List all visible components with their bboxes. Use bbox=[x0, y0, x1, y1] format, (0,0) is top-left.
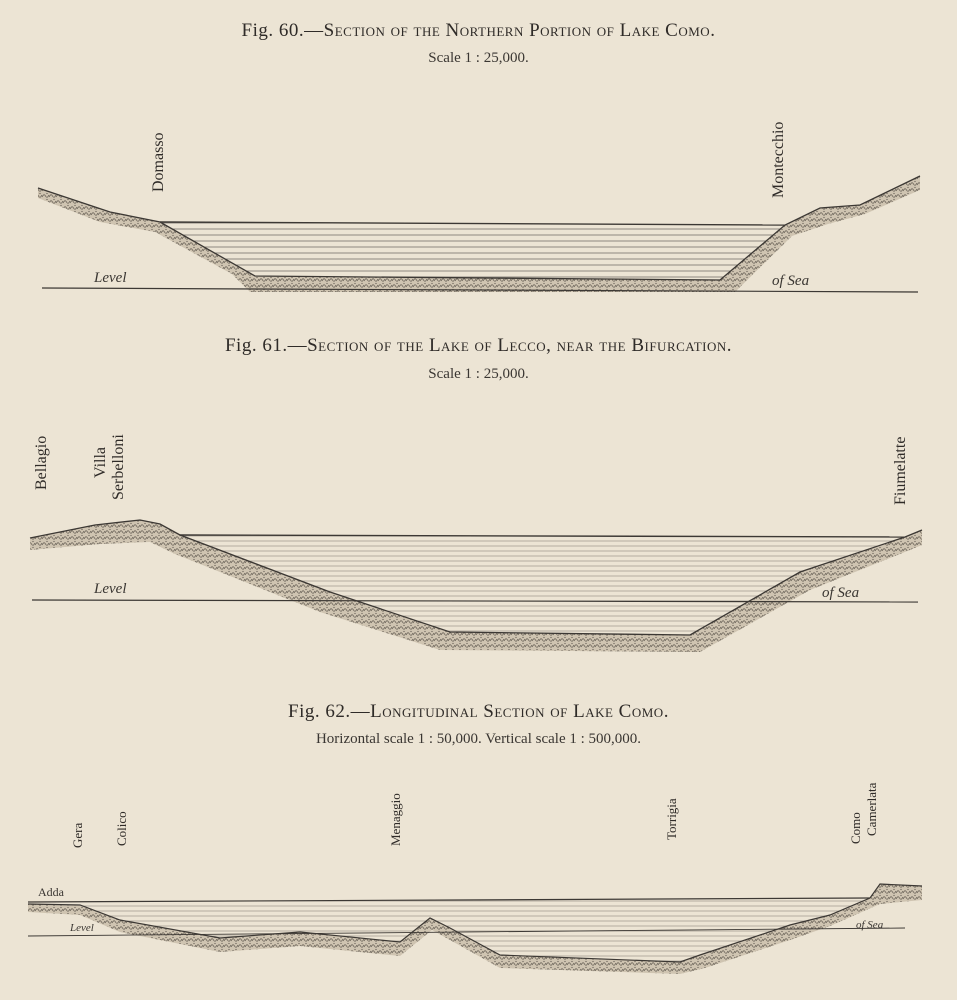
fig61-place-bellagio: Bellagio bbox=[33, 435, 50, 490]
fig61-caption bbox=[0, 335, 957, 357]
fig61-of-sea-label: of Sea bbox=[822, 585, 860, 601]
fig62-number: Fig. 62. bbox=[288, 701, 351, 722]
fig61-number: Fig. 61. bbox=[224, 335, 288, 356]
fig62-place-menaggio: Menaggio bbox=[388, 793, 403, 846]
fig62-place-torrigia: Torrigia bbox=[664, 798, 679, 840]
fig62-place-camerlata: Camerlata bbox=[864, 782, 879, 836]
fig62-caption bbox=[0, 701, 957, 723]
fig62-level-label: Level bbox=[70, 922, 94, 934]
fig61-place-villa: Villa bbox=[92, 446, 109, 478]
fig62-place-gera: Gera bbox=[70, 822, 85, 848]
fig61-level-label: Level bbox=[94, 581, 127, 597]
fig60-place-domasso: Domasso bbox=[150, 132, 167, 192]
fig61-place-serbelloni: Serbelloni bbox=[110, 434, 127, 500]
fig60-water bbox=[160, 222, 785, 280]
fig62-of-sea-label: of Sea bbox=[856, 919, 884, 931]
fig60-of-sea-label: of Sea bbox=[772, 273, 810, 289]
fig62-adda-label: Adda bbox=[38, 885, 64, 899]
fig62-scale: Horizontal scale 1 : 50,000. Vertical scale 1 : 500,000. bbox=[315, 731, 642, 747]
fig60-number: Fig. 60. bbox=[241, 20, 305, 41]
fig60-title: —Section of the Northern Portion of Lake Como. bbox=[304, 20, 716, 41]
fig62-place-como: Como bbox=[848, 812, 863, 844]
fig62-title: —Longitudinal Section of Lake Como. bbox=[350, 701, 669, 722]
fig61-scale: Scale 1 : 25,000. bbox=[428, 366, 529, 382]
fig61-title: —Section of the Lake of Lecco, near the Bifurcation. bbox=[287, 335, 733, 356]
fig62-place-colico: Colico bbox=[114, 811, 129, 846]
fig60-place-montecchio: Montecchio bbox=[770, 121, 787, 198]
fig61-place-fiumelatte: Fiumelatte bbox=[892, 436, 909, 505]
fig60-scale: Scale 1 : 25,000. bbox=[428, 50, 529, 66]
fig60-level-label: Level bbox=[94, 270, 127, 286]
